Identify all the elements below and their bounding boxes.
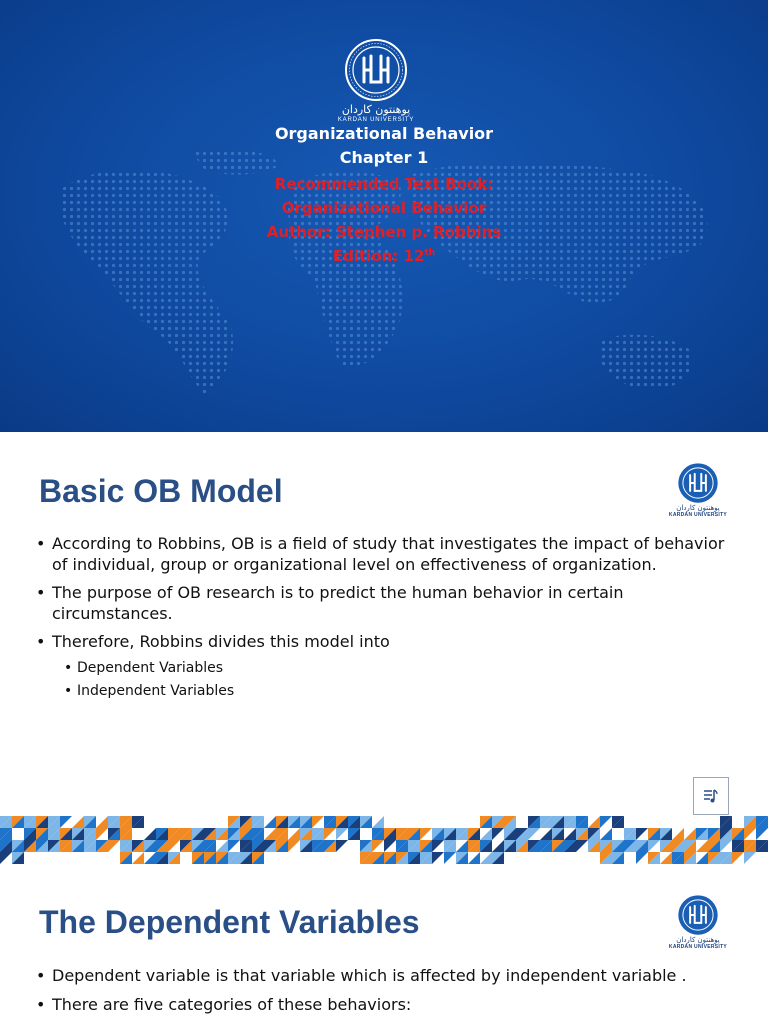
textbook-label: Recommended Text Book:: [274, 175, 494, 193]
sub-list-item: • Dependent Variables: [64, 657, 726, 680]
pattern-triangle: [96, 828, 108, 840]
pattern-triangle: [72, 816, 84, 828]
pattern-triangle: [336, 828, 348, 840]
decorative-triangle-pattern: [0, 816, 768, 864]
bullet-list: [36, 534, 726, 711]
pattern-triangle: [444, 852, 456, 864]
title-slide: [0, 0, 768, 432]
edition-text: Edition: 12: [332, 247, 425, 265]
textbook-author: Author: Stephen p. Robbins: [266, 223, 502, 241]
university-name: [300, 104, 452, 124]
pattern-triangle: [216, 840, 228, 852]
pattern-triangle: [696, 852, 708, 864]
course-title: Organizational Behavior: [274, 124, 494, 143]
textbook-title: Organizational Behavior: [281, 199, 487, 217]
basic-ob-model-slide: [0, 433, 768, 865]
pattern-triangle: [480, 852, 492, 864]
pattern-triangle: [564, 828, 576, 840]
university-seal-logo: [344, 38, 408, 102]
pattern-triangle: [636, 852, 648, 864]
pattern-triangle: [540, 828, 552, 840]
pattern-triangle: [744, 852, 756, 864]
pattern-triangle: [648, 840, 660, 852]
pattern-triangle: [432, 852, 444, 864]
pattern-triangle: [456, 840, 468, 852]
list-item: • There are five categories of these behaviors:: [36, 995, 726, 1016]
chapter-label: Chapter 1: [339, 148, 429, 167]
slide-heading: The Dependent Variables: [39, 904, 420, 940]
list-item: • According to Robbins, OB is a field of study that investigates the impact of behavior of individual, group or organizational level on effectiveness of organization.: [36, 534, 726, 575]
bullet-list: [36, 966, 726, 1023]
logo-farsi-name: پوهنتون کاردان: [676, 936, 720, 944]
pattern-triangle: [468, 852, 480, 864]
logo-english-name: KARDAN UNIVERSITY: [668, 512, 728, 518]
pattern-triangle: [756, 828, 768, 840]
pattern-triangle: [732, 852, 744, 864]
list-item: • Dependent variable is that variable which is affected by independent variable .: [36, 966, 726, 987]
pattern-triangle: [696, 840, 708, 852]
pattern-triangle: [492, 840, 504, 852]
pattern-triangle: [144, 852, 156, 864]
pattern-triangle: [660, 852, 672, 864]
university-seal-icon: [677, 462, 719, 504]
pattern-triangle: [336, 840, 348, 852]
pattern-triangle: [480, 828, 492, 840]
logo-english-name: KARDAN UNIVERSITY: [668, 944, 728, 950]
university-name-english: KARDAN UNIVERSITY: [337, 117, 415, 123]
pattern-triangle: [636, 828, 648, 840]
list-item: • The purpose of OB research is to predict the human behavior in certain circumstances.: [36, 583, 726, 624]
audio-play-button[interactable]: [693, 777, 729, 815]
pattern-triangle: [144, 828, 156, 840]
pattern-triangle: [744, 828, 756, 840]
pattern-triangle: [132, 852, 144, 864]
pattern-triangle: [228, 840, 240, 852]
sub-bullet-list: [64, 657, 726, 703]
pattern-triangle: [288, 828, 300, 840]
pattern-triangle: [168, 840, 180, 852]
pattern-triangle: [600, 816, 612, 828]
dependent-variables-slide: [0, 866, 768, 1024]
sub-list-item: • Independent Variables: [64, 680, 726, 703]
university-logo-small: [666, 894, 730, 958]
pattern-triangle: [720, 840, 732, 852]
pattern-triangle: [432, 840, 444, 852]
pattern-triangle: [372, 840, 384, 852]
audio-notes-icon: [702, 787, 720, 805]
pattern-triangle: [312, 816, 324, 828]
pattern-triangle: [492, 828, 504, 840]
pattern-triangle: [288, 840, 300, 852]
university-seal-icon: [677, 894, 719, 936]
pattern-triangle: [420, 828, 432, 840]
list-item-text: Therefore, Robbins divides this model into: [52, 632, 390, 651]
pattern-triangle: [264, 816, 276, 828]
university-logo-small: [666, 462, 730, 526]
pattern-triangle: [108, 840, 120, 852]
slide-heading: Basic OB Model: [39, 473, 283, 509]
pattern-triangle: [264, 828, 276, 840]
pattern-triangle: [96, 816, 108, 828]
logo-farsi-name: پوهنتون کاردان: [676, 504, 720, 512]
pattern-triangle: [600, 828, 612, 840]
pattern-triangle: [372, 816, 384, 828]
pattern-triangle: [60, 816, 72, 828]
pattern-triangle: [672, 828, 684, 840]
textbook-edition: [0, 247, 768, 265]
pattern-triangle: [384, 840, 396, 852]
university-name-farsi: پوهنتون کاردان: [341, 103, 411, 116]
pattern-triangle: [528, 828, 540, 840]
pattern-triangle: [588, 816, 600, 828]
pattern-triangle: [684, 828, 696, 840]
edition-superscript: th: [424, 248, 436, 258]
pattern-triangle: [324, 828, 336, 840]
pattern-triangle: [576, 840, 588, 852]
list-item: [36, 632, 726, 703]
pattern-triangle: [0, 852, 12, 864]
